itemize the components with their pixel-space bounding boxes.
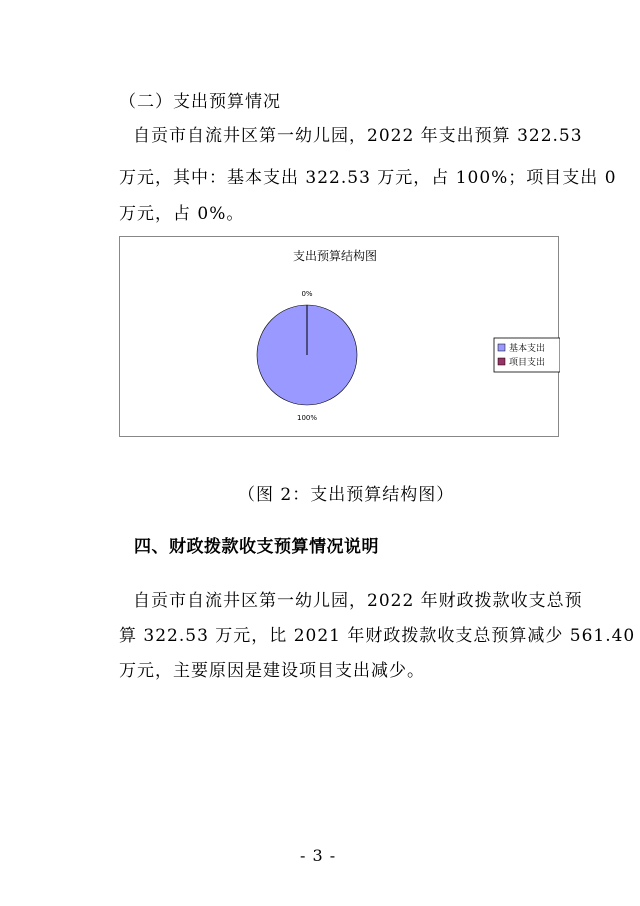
figure-caption: （图 2：支出预算结构图） [238,485,455,505]
data-label-slice-1: 100% [296,414,318,422]
chart-title: 支出预算结构图 [292,249,378,263]
paragraph-line: 万元，其中：基本支出 322.53 万元，占 100%；项目支出 0 [119,168,617,188]
legend-label-1: 基本支出 [509,344,546,354]
section-heading: （二）支出预算情况 [119,92,281,112]
pie-chart-canvas [120,237,560,438]
legend-label-2: 项目支出 [509,358,546,368]
paragraph-line: 万元，主要原因是建设项目支出减少。 [119,661,425,681]
page-number: - 3 - [300,846,337,865]
paragraph-line: 算 322.53 万元，比 2021 年财政拨款收支总预算减少 561.40 [119,626,636,646]
legend-swatch-2 [498,358,505,365]
paragraph-line: 自贡市自流井区第一幼儿园，2022 年财政拨款收支总预 [133,591,583,611]
section-heading-four: 四、财政拨款收支预算情况说明 [134,537,379,557]
pie-chart [119,236,559,437]
chart-legend [494,338,560,372]
data-label-slice-2: 0% [301,290,313,298]
legend-swatch-1 [498,344,505,351]
paragraph-line: 自贡市自流井区第一幼儿园，2022 年支出预算 322.53 [133,126,583,146]
paragraph-line: 万元，占 0%。 [119,204,245,224]
